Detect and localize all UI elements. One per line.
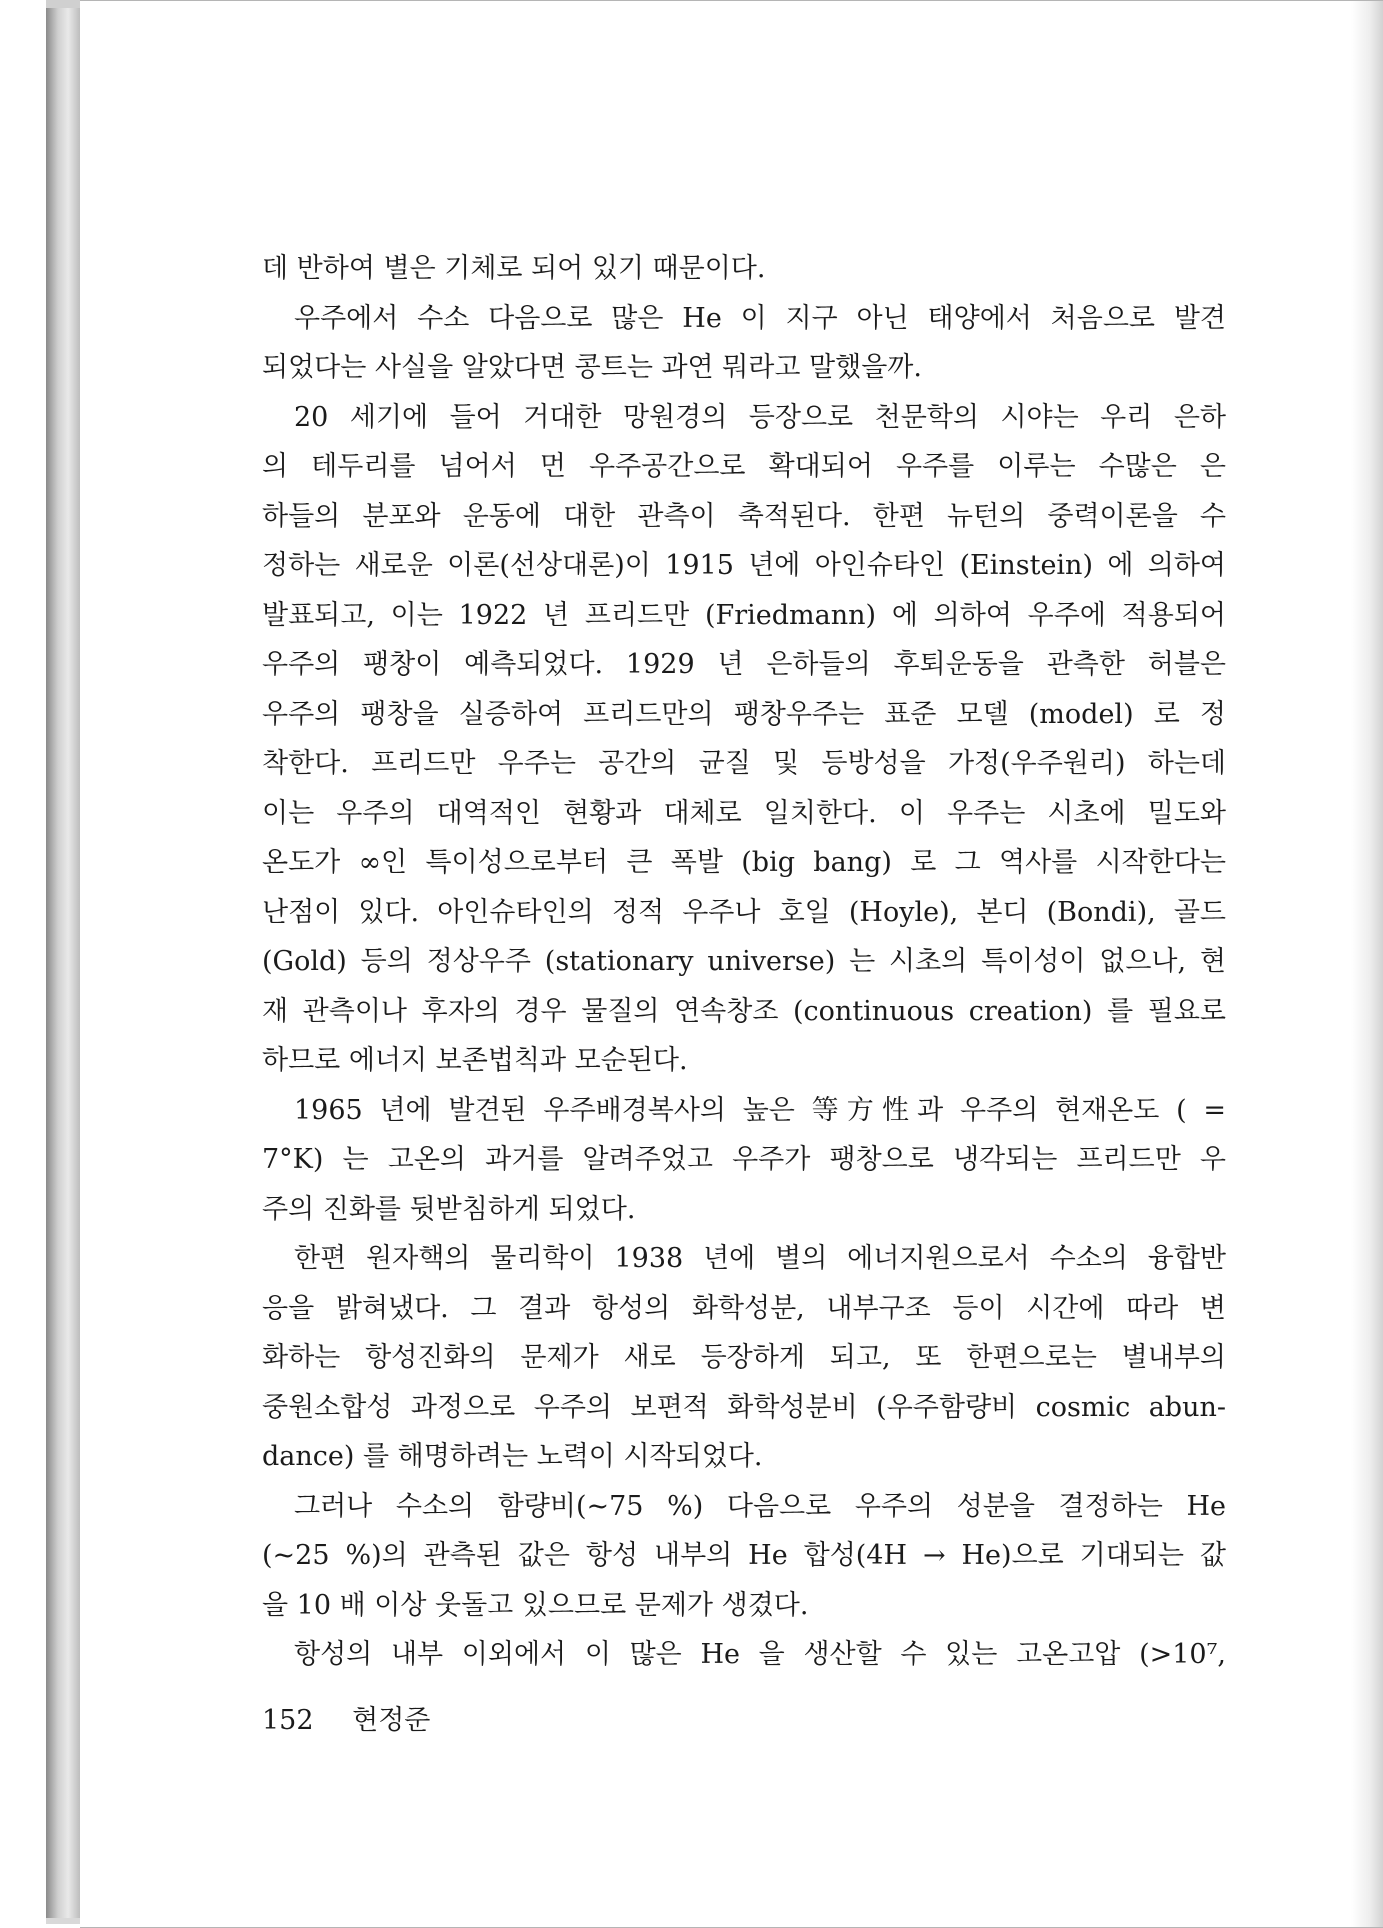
text-line: 주의 진화를 뒷받침하게 되었다.: [262, 1193, 636, 1225]
text-line: 1965 년에 발견된 우주배경복사의 높은 等方性과 우주의 현재온도 ( =: [294, 1094, 1226, 1126]
text-line: 의 테두리를 넘어서 먼 우주공간으로 확대되어 우주를 이루는 수많은 은: [262, 451, 1226, 482]
text-line: 데 반하여 별은 기체로 되어 있기 때문이다.: [262, 253, 766, 284]
text-line: 하므로 에너지 보존법칙과 모순된다.: [262, 1045, 688, 1076]
text-line: 되었다는 사실을 알았다면 콩트는 과연 뭐라고 말했을까.: [262, 352, 922, 383]
page-number: 152: [262, 1705, 314, 1736]
text-line: 하들의 분포와 운동에 대한 관측이 축적된다. 한편 뉴턴의 중력이론을 수: [262, 500, 1226, 532]
page-curl-edge: [1351, 1, 1383, 1927]
page-footer: [262, 1698, 430, 1737]
text-line: (~25 %)의 관측된 값은 항성 내부의 He 합성(4H → He)으로 기대되는 값: [262, 1540, 1226, 1571]
text-line: 정하는 새로운 이론(선상대론)이 1915 년에 아인슈타인 (Einstein) 에 의하여: [262, 550, 1226, 581]
text-line: 온도가 ∞인 특이성으로부터 큰 폭발 (big bang) 로 그 역사를 시작한다는: [262, 847, 1226, 878]
text-line: (Gold) 등의 정상우주 (stationary universe) 는 시초의 특이성이 없으나, 현: [262, 946, 1226, 977]
text-line: 우주에서 수소 다음으로 많은 He 이 지구 아닌 태양에서 처음으로 발견: [294, 302, 1226, 334]
text-line: 재 관측이나 후자의 경우 물질의 연속창조 (continuous creation) 를 필요로: [262, 995, 1226, 1027]
text-line: 그러나 수소의 함량비(~75 %) 다음으로 우주의 성분을 결정하는 He: [294, 1490, 1226, 1522]
running-author: 현정준: [352, 1705, 431, 1736]
text-line: 응을 밝혀냈다. 그 결과 항성의 화학성분, 내부구조 등이 시간에 따라 변: [262, 1292, 1226, 1324]
text-line: 발표되고, 이는 1922 년 프리드만 (Friedmann) 에 의하여 우주에 적용되어: [262, 599, 1226, 631]
book-spine-bottom: [46, 1918, 80, 1924]
text-line: 우주의 팽창이 예측되었다. 1929 년 은하들의 후퇴운동을 관측한 허블은: [262, 649, 1226, 680]
text-line: 항성의 내부 이외에서 이 많은 He 을 생산할 수 있는 고온고압 (>10⁷,: [294, 1639, 1226, 1670]
text-line: 화하는 항성진화의 문제가 새로 등장하게 되고, 또 한편으로는 별내부의: [262, 1342, 1226, 1373]
text-line: 중원소합성 과정으로 우주의 보편적 화학성분비 (우주함량비 cosmic abun-: [262, 1391, 1226, 1423]
book-spine: [46, 8, 81, 1918]
body-text: [262, 244, 1226, 1680]
text-line: 우주의 팽창을 실증하여 프리드만의 팽창우주는 표준 모델 (model) 로 정: [262, 698, 1226, 730]
text-line: 20 세기에 들어 거대한 망원경의 등장으로 천문학의 시야는 우리 은하: [294, 401, 1226, 433]
text-line: 착한다. 프리드만 우주는 공간의 균질 및 등방성을 가정(우주원리) 하는데: [262, 748, 1226, 779]
book-spine-top: [46, 0, 80, 8]
text-line: 난점이 있다. 아인슈타인의 정적 우주나 호일 (Hoyle), 본디 (Bondi), 골드: [262, 896, 1226, 928]
text-line: 7°K) 는 고온의 과거를 알려주었고 우주가 팽창으로 냉각되는 프리드만 우: [262, 1144, 1226, 1175]
text-line: 을 10 배 이상 웃돌고 있으므로 문제가 생겼다.: [262, 1589, 809, 1621]
text-line: dance) 를 해명하려는 노력이 시작되었다.: [262, 1441, 763, 1472]
text-line: 이는 우주의 대역적인 현황과 대체로 일치한다. 이 우주는 시초에 밀도와: [262, 797, 1226, 829]
text-line: 한편 원자핵의 물리학이 1938 년에 별의 에너지원으로서 수소의 융합반: [294, 1243, 1226, 1274]
